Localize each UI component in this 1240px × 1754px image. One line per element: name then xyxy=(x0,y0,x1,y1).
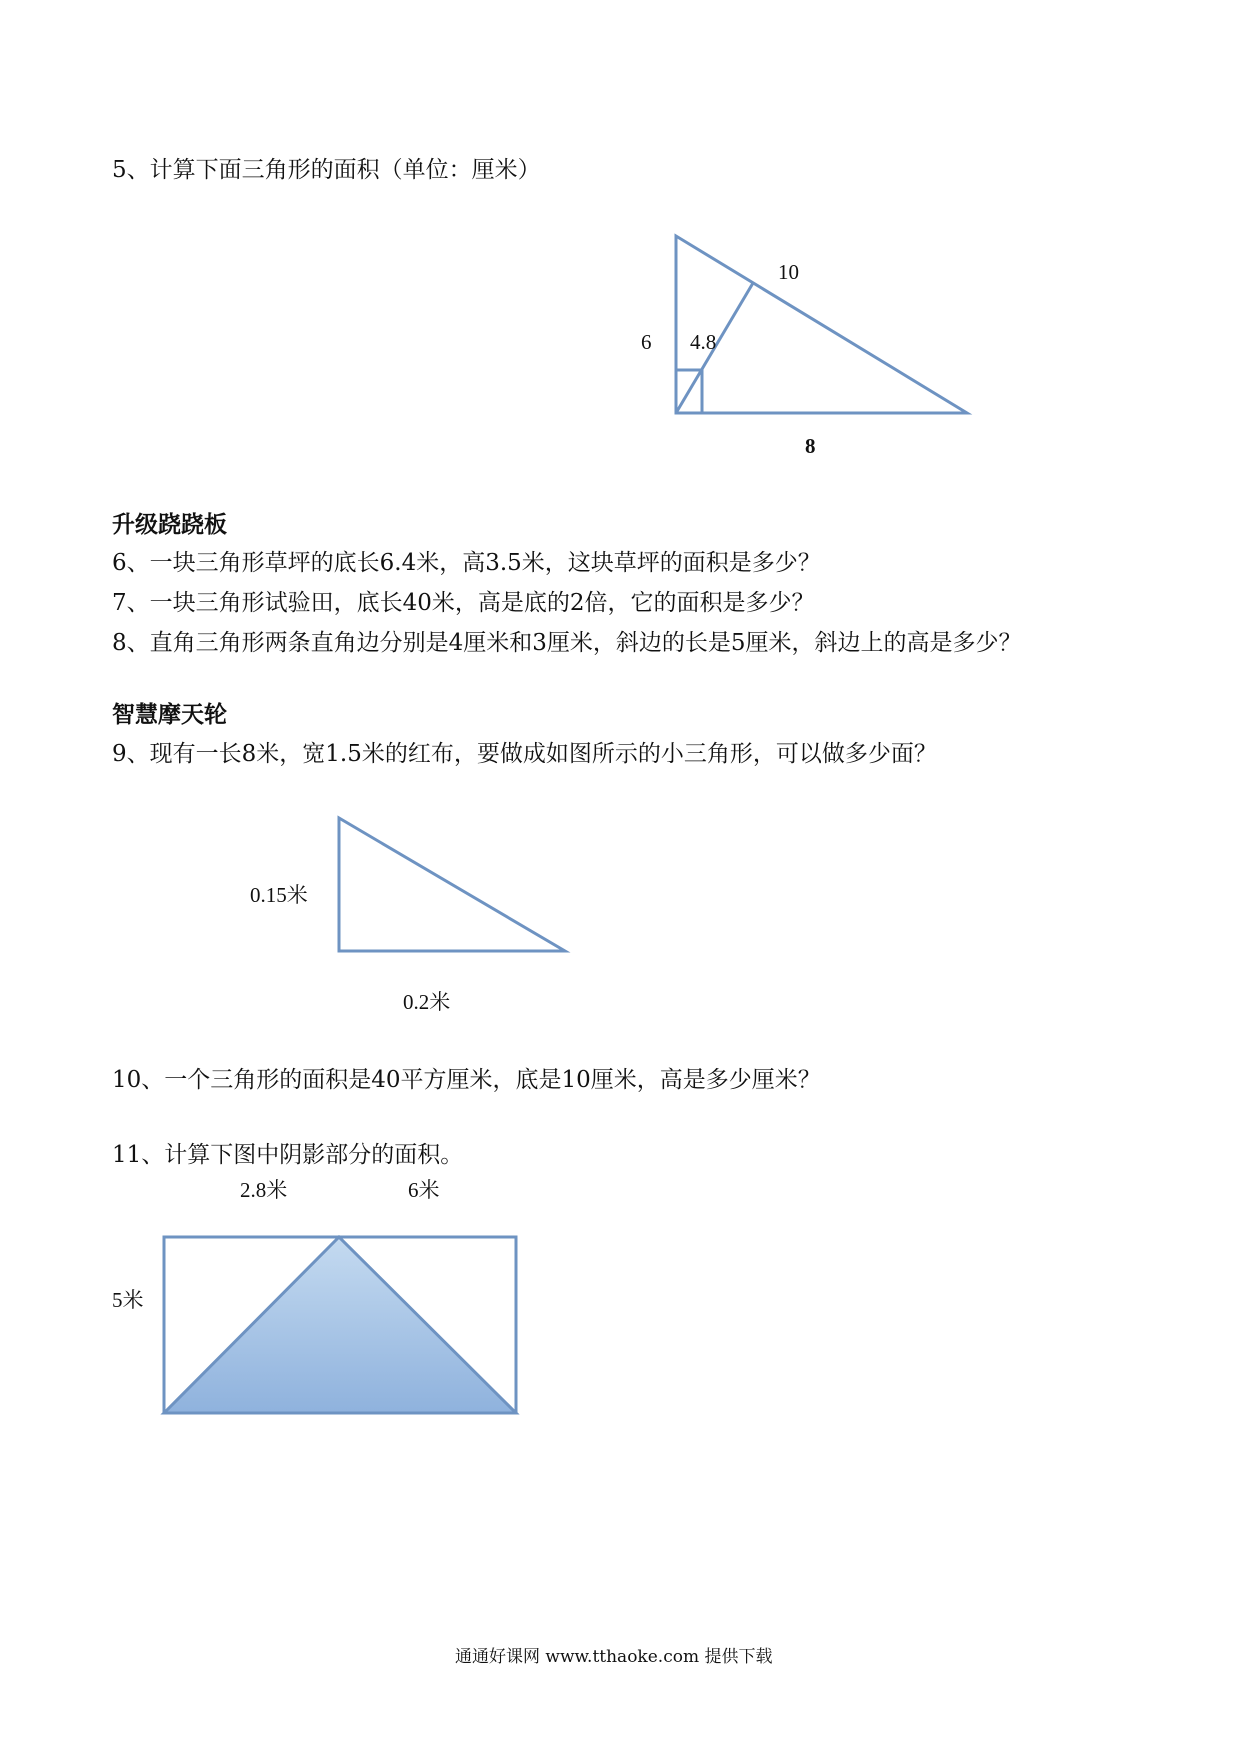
q9-label-height: 0.15米 xyxy=(250,883,308,907)
q11-label-right-width: 6米 xyxy=(408,1178,440,1202)
question-8: 8、直角三角形两条直角边分别是4厘米和3厘米，斜边的长是5厘米，斜边上的高是多少？ xyxy=(112,630,1022,656)
question-5: 5、计算下面三角形的面积（单位：厘米） xyxy=(112,157,541,183)
q11-shaded-triangle xyxy=(164,1237,516,1413)
section-title-wisdom: 智慧摩天轮 xyxy=(112,701,227,728)
q11-label-height: 5米 xyxy=(112,1288,144,1312)
q5-label-base: 8 xyxy=(805,434,816,458)
q5-label-altitude: 4.8 xyxy=(690,330,717,354)
q5-label-left-side: 6 xyxy=(641,330,652,354)
question-10: 10、一个三角形的面积是40平方厘米，底是10厘米，高是多少厘米？ xyxy=(112,1067,821,1093)
footer-text: 通通好课网 www.tthaoke.com 提供下载 xyxy=(455,1647,773,1667)
question-11: 11、计算下图中阴影部分的面积。 xyxy=(112,1142,464,1168)
q9-label-base: 0.2米 xyxy=(403,990,451,1014)
question-6: 6、一块三角形草坪的底长6.4米，高3.5米，这块草坪的面积是多少？ xyxy=(112,550,821,576)
question-7: 7、一块三角形试验田，底长40米，高是底的2倍，它的面积是多少？ xyxy=(112,590,815,616)
question-9: 9、现有一长8米，宽1.5米的红布，要做成如图所示的小三角形，可以做多少面？ xyxy=(112,741,937,767)
q5-label-hypotenuse: 10 xyxy=(778,260,799,284)
q11-label-left-width: 2.8米 xyxy=(240,1178,288,1202)
section-title-upgrade: 升级跷跷板 xyxy=(112,511,227,538)
